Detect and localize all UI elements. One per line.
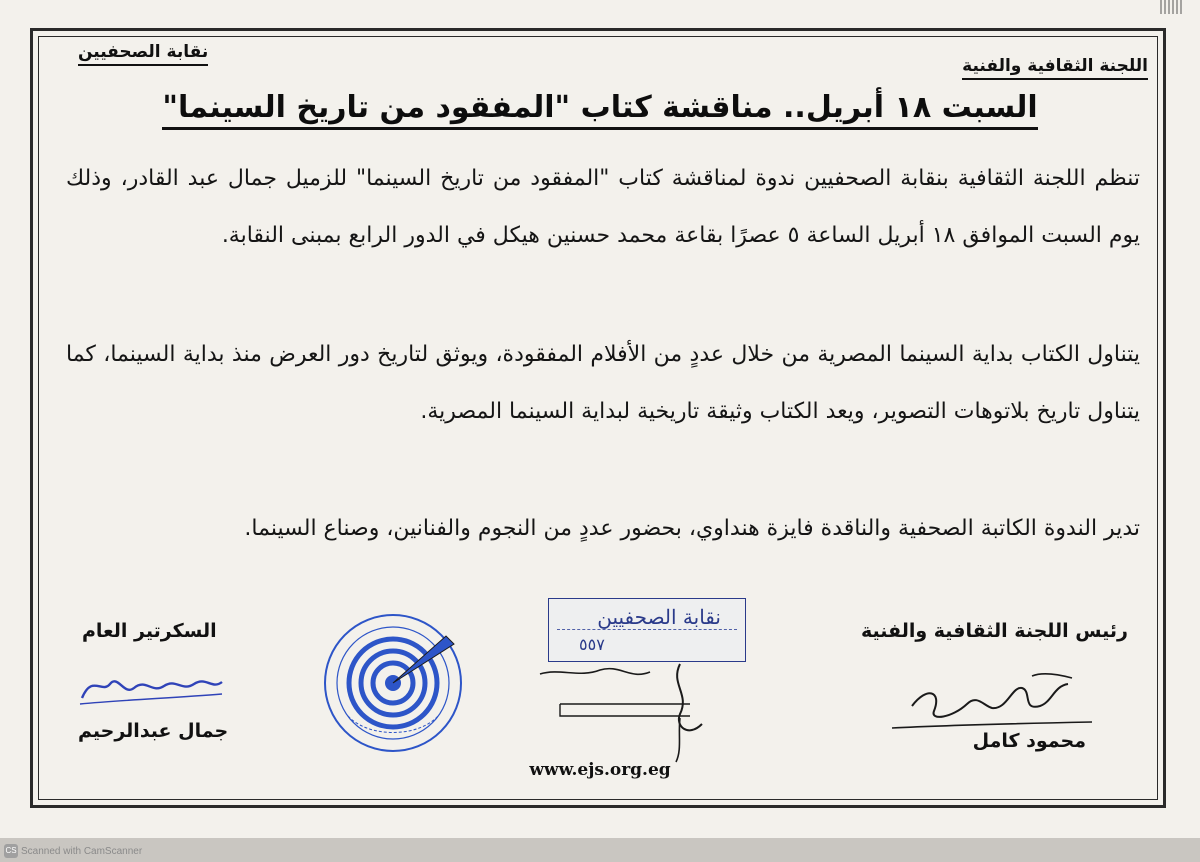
document-title — [80, 88, 1120, 128]
signatory-name-committee-head: محمود كامل — [972, 730, 1086, 752]
handwritten-signature-left — [72, 654, 232, 714]
receipt-stamp — [548, 598, 746, 662]
header-syndicate: نقابة الصحفيين — [78, 42, 208, 66]
paragraph-3: تدير الندوة الكاتبة الصحفية والناقدة فايزة هنداوي، بحضور عددٍ من النجوم والفنانين، وصناع السينما. — [244, 516, 1140, 541]
signatory-name-secretary: جمال عبدالرحيم — [78, 720, 229, 742]
website-url: www.ejs.org.eg — [529, 760, 671, 780]
camscanner-icon: CS — [4, 844, 18, 858]
scanner-watermark — [4, 844, 142, 858]
scan-artifact — [1160, 0, 1182, 14]
stamp-divider — [557, 629, 737, 630]
handwritten-receipt-scribble — [530, 654, 730, 764]
scanner-watermark-text: Scanned with CamScanner — [21, 845, 143, 857]
signatory-title-secretary: السكرتير العام — [82, 620, 217, 642]
paragraph-1: تنظم اللجنة الثقافية بنقابة الصحفيين ندوة لمناقشة كتاب "المفقود من تاريخ السينما" للزميل جمال عبد القادر، وذلك يوم السبت الموافق ١٨ أبريل الساعة ٥ عصرًا بقاعة محمد حسنين هيكل في الدور الرابع بمبنى النقابة. — [66, 166, 1140, 248]
syndicate-seal-icon — [318, 608, 468, 758]
document-title-text: السبت ١٨ أبريل.. مناقشة كتاب "المفقود من تاريخ السينما" — [162, 90, 1037, 130]
stamp-number: ٥٥٧ — [579, 635, 605, 654]
header-committee: اللجنة الثقافية والفنية — [962, 56, 1148, 80]
paragraph-2: يتناول الكتاب بداية السينما المصرية من خلال عددٍ من الأفلام المفقودة، ويوثق لتاريخ دور العرض منذ بداية السينما، كما يتناول تاريخ بلاتوهات التصوير، ويعد الكتاب وثيقة تاريخية لبداية السينما المصرية. — [66, 342, 1140, 424]
stamp-organization: نقابة الصحفيين — [597, 605, 721, 629]
signatory-title-committee-head: رئيس اللجنة الثقافية والفنية — [860, 620, 1128, 642]
